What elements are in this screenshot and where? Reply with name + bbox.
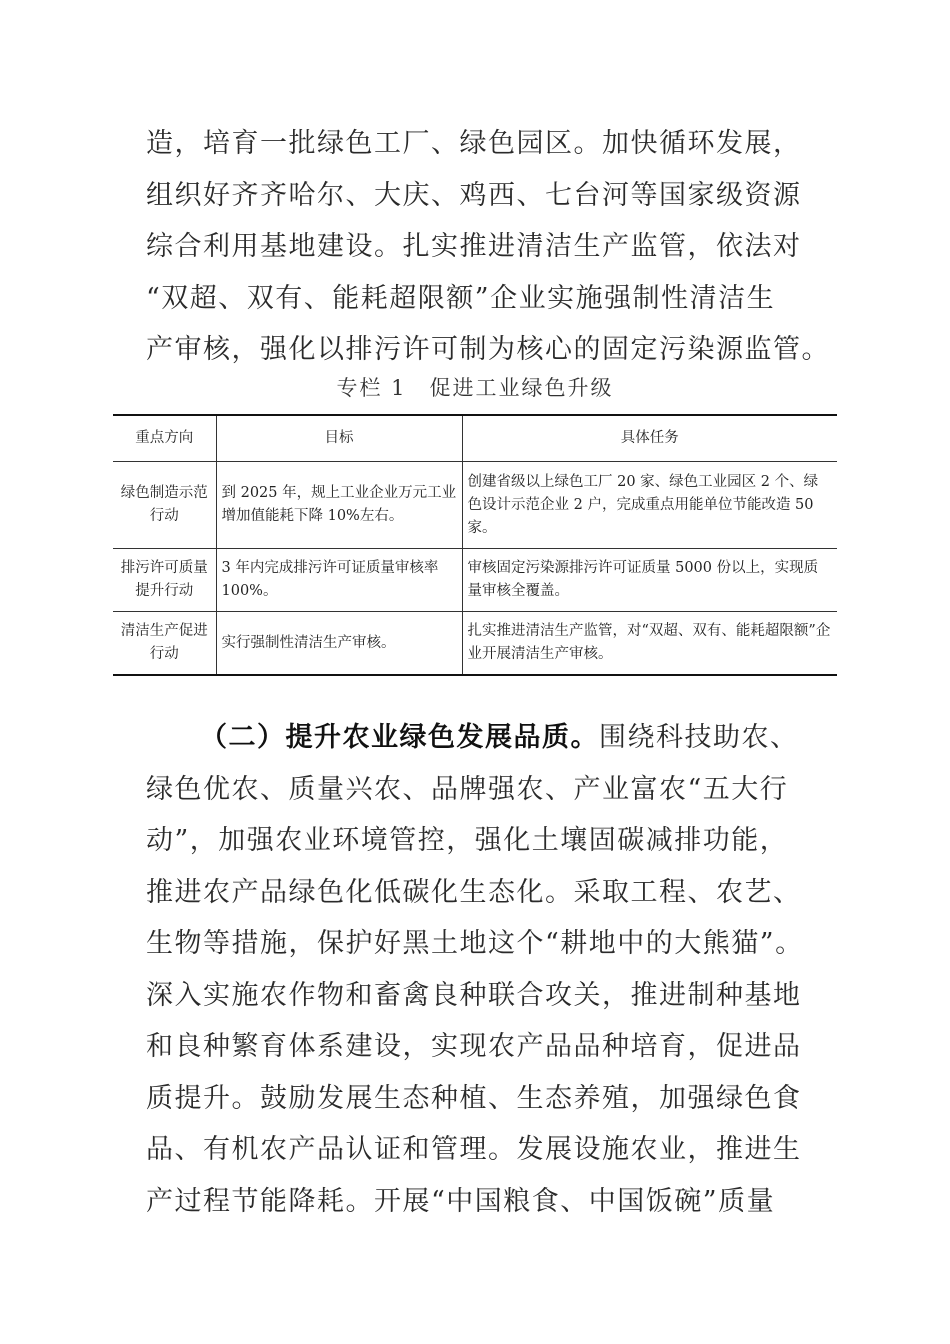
table-row [113, 549, 837, 612]
cell-goal: 实行强制性清洁生产审核。 [216, 612, 462, 676]
paragraph-industry-green [146, 118, 830, 376]
column-header-direction: 重点方向 [113, 415, 216, 462]
text-line: 产过程节能降耗。开展“中国粮食、中国饭碗”质量 [146, 1185, 776, 1217]
cell-direction: 绿色制造示范行动 [113, 462, 216, 549]
text-line: 质提升。鼓励发展生态种植、生态养殖，加强绿色食 [146, 1082, 802, 1114]
text-line: 推进农产品绿色化低碳化生态化。采取工程、农艺、 [146, 876, 802, 908]
text-line: 综合利用基地建设。扎实推进清洁生产监管，依法对 [146, 231, 802, 262]
text-line: 和良种繁育体系建设，实现农产品品种培育，促进品 [146, 1031, 802, 1062]
table-row [113, 612, 837, 676]
cell-goal: 3 年内完成排污许可证质量审核率 100%。 [216, 549, 462, 612]
column-header-goal: 目标 [216, 415, 462, 462]
text-line-first [146, 712, 806, 764]
paragraph-agriculture-green [146, 712, 806, 1227]
column-header-task: 具体任务 [462, 415, 837, 462]
text-line: 品、有机农产品认证和管理。发展设施农业，推进生 [146, 1134, 802, 1165]
text-line: 绿色优农、质量兴农、品牌强农、产业富农“五大行 [146, 773, 789, 805]
table-row [113, 462, 837, 549]
section-heading: （二）提升农业绿色发展品质。 [200, 722, 599, 753]
text-line: “双超、双有、能耗超限额”企业实施强制性清洁生 [146, 282, 776, 314]
cell-direction: 清洁生产促进行动 [113, 612, 216, 676]
cell-direction: 排污许可质量提升行动 [113, 549, 216, 612]
cell-task: 审核固定污染源排污许可证质量 5000 份以上，实现质量审核全覆盖。 [462, 549, 837, 612]
table-header-row [113, 415, 837, 462]
text-line: 生物等措施，保护好黑土地这个“耕地中的大熊猫”。 [146, 928, 804, 959]
text-line: 动”，加强农业环境管控，强化土壤固碳减排功能， [146, 825, 789, 856]
cell-task: 扎实推进清洁生产监管，对“双超、双有、能耗超限额”企业开展清洁生产审核。 [462, 612, 837, 676]
text-line: 组织好齐齐哈尔、大庆、鸡西、七台河等国家级资源 [146, 179, 802, 211]
cell-task: 创建省级以上绿色工厂 20 家、绿色工业园区 2 个、绿色设计示范企业 2 户，完成重点用能单位节能改造 50 家。 [462, 462, 837, 549]
text-line: 深入实施农作物和畜禽良种联合攻关，推进制种基地 [146, 979, 802, 1011]
industry-green-table [113, 414, 837, 676]
text-line: 造，培育一批绿色工厂、绿色园区。加快循环发展， [146, 128, 802, 159]
text-line: 产审核，强化以排污许可制为核心的固定污染源监管。 [146, 334, 830, 365]
cell-goal: 到 2025 年，规上工业企业万元工业增加值能耗下降 10%左右。 [216, 462, 462, 549]
box-caption: 专栏 1 促进工业绿色升级 [336, 376, 614, 400]
heading-rest: 围绕科技助农、 [599, 722, 799, 753]
